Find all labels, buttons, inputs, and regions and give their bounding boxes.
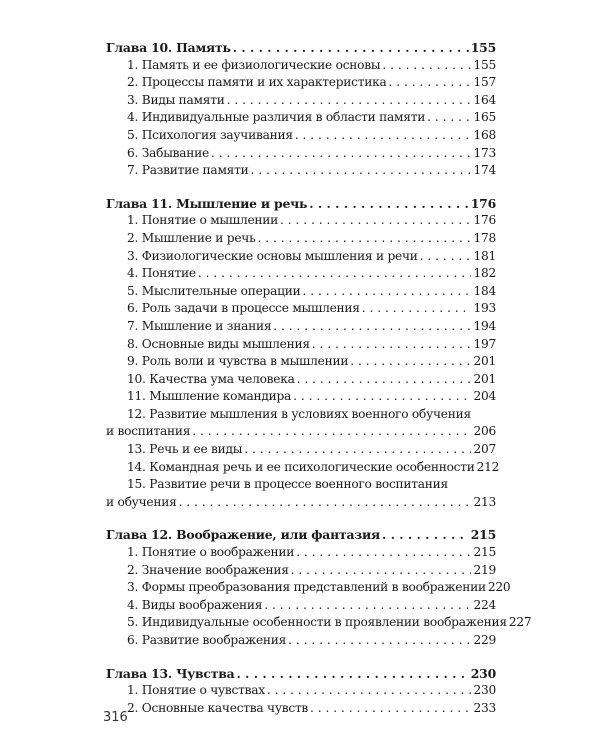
entry-title: 12. Развитие мышления в условиях военного обучения bbox=[127, 406, 471, 421]
toc-entry-multiline[interactable] bbox=[106, 406, 496, 441]
dot-leader bbox=[264, 597, 471, 615]
dot-leader bbox=[192, 423, 471, 441]
toc-entry[interactable] bbox=[106, 579, 511, 597]
toc-entry[interactable] bbox=[106, 283, 496, 301]
dot-leader bbox=[211, 145, 471, 163]
toc-entry[interactable] bbox=[106, 614, 532, 632]
dot-leader bbox=[258, 230, 472, 248]
toc-entry[interactable] bbox=[106, 441, 496, 459]
dot-leader bbox=[362, 300, 472, 318]
page-number: 155 bbox=[473, 57, 496, 72]
dot-leader bbox=[389, 74, 472, 92]
entry-title: 3. Формы преобразования представлений в воображении bbox=[127, 580, 486, 595]
page-number: 220 bbox=[487, 580, 511, 595]
entry-title: и воспитания bbox=[106, 424, 191, 439]
entry-title: 2. Основные качества чувств bbox=[127, 700, 309, 715]
toc-entry[interactable] bbox=[106, 682, 496, 700]
page-number: 184 bbox=[473, 283, 496, 298]
entry-title: 6. Роль задачи в процессе мышления bbox=[127, 301, 360, 316]
dot-leader bbox=[250, 162, 471, 180]
entry-title: 10. Качества ума человека bbox=[127, 371, 295, 386]
dot-leader bbox=[236, 665, 468, 683]
page-number: 201 bbox=[473, 354, 496, 369]
entry-title: 8. Основные виды мышления bbox=[127, 336, 310, 351]
dot-leader bbox=[233, 39, 469, 57]
page-number: 174 bbox=[473, 163, 496, 178]
chapter-heading[interactable] bbox=[106, 665, 496, 683]
chapter-heading[interactable] bbox=[106, 39, 496, 57]
page-number: 206 bbox=[473, 424, 496, 439]
page-number: 201 bbox=[473, 371, 496, 386]
toc-entry[interactable] bbox=[106, 57, 496, 75]
dot-leader bbox=[382, 526, 469, 544]
page-number: 204 bbox=[473, 389, 496, 404]
entry-title: 1. Память и ее физиологические основы bbox=[127, 57, 381, 72]
dot-leader bbox=[296, 544, 471, 562]
dot-leader bbox=[297, 371, 472, 389]
page-number: 215 bbox=[470, 527, 496, 543]
toc-entry[interactable] bbox=[106, 265, 496, 283]
page-number: 164 bbox=[473, 92, 496, 107]
dot-leader bbox=[280, 212, 471, 230]
dot-leader bbox=[350, 353, 471, 371]
entry-title: 9. Роль воли и чувства в мышлении bbox=[127, 354, 349, 369]
page-number: 181 bbox=[473, 248, 496, 263]
toc-entry[interactable] bbox=[106, 145, 496, 163]
dot-leader bbox=[427, 109, 471, 127]
chapter-title: Глава 13. Чувства bbox=[106, 665, 235, 681]
toc-entry[interactable] bbox=[106, 92, 496, 110]
dot-leader bbox=[420, 248, 472, 266]
toc-entry[interactable] bbox=[106, 248, 496, 266]
dot-leader bbox=[293, 388, 471, 406]
dot-leader bbox=[291, 562, 472, 580]
entry-title: 5. Индивидуальные особенности в проявлении воображения bbox=[127, 615, 507, 630]
page-number: 182 bbox=[473, 266, 496, 281]
page-number: 212 bbox=[476, 459, 500, 474]
toc-entry[interactable] bbox=[106, 597, 496, 615]
table-of-contents bbox=[106, 39, 532, 732]
dot-leader bbox=[310, 700, 471, 718]
entry-title: 7. Развитие памяти bbox=[127, 163, 249, 178]
page-number: 194 bbox=[473, 318, 496, 333]
page-number: 176 bbox=[473, 213, 496, 228]
entry-title: 2. Мышление и речь bbox=[127, 230, 256, 245]
entry-title: 2. Процессы памяти и их характеристика bbox=[127, 75, 387, 90]
dot-leader bbox=[382, 57, 471, 75]
entry-title: 14. Командная речь и ее психологические особенности bbox=[127, 459, 475, 474]
page-number: 230 bbox=[470, 665, 496, 681]
entry-title-line bbox=[106, 423, 496, 441]
entry-title: 4. Индивидуальные различия в области памяти bbox=[127, 110, 426, 125]
page-number: 197 bbox=[473, 336, 496, 351]
chapter-10 bbox=[106, 39, 496, 180]
toc-entry[interactable] bbox=[106, 212, 496, 230]
entry-title-line bbox=[106, 406, 496, 424]
dot-leader bbox=[302, 283, 471, 301]
page-number: 168 bbox=[473, 127, 496, 142]
page-number: 193 bbox=[473, 301, 496, 316]
chapter-13 bbox=[106, 665, 496, 718]
toc-entry[interactable] bbox=[106, 318, 496, 336]
page-number: 230 bbox=[473, 683, 496, 698]
entry-title: 4. Виды воображения bbox=[127, 597, 263, 612]
entry-title: 3. Виды памяти bbox=[127, 92, 225, 107]
dot-leader bbox=[179, 494, 472, 512]
page-number: 213 bbox=[473, 494, 496, 509]
dot-leader bbox=[288, 632, 471, 650]
page-number: 207 bbox=[473, 442, 496, 457]
page-number: 157 bbox=[473, 75, 496, 90]
entry-title: 6. Развитие воображения bbox=[127, 633, 287, 647]
toc-entry[interactable] bbox=[106, 162, 496, 180]
page-number: 233 bbox=[473, 700, 496, 715]
toc-entry-multiline[interactable] bbox=[106, 476, 496, 511]
dot-leader bbox=[273, 318, 471, 336]
toc-entry[interactable] bbox=[106, 353, 496, 371]
entry-title: 5. Психология заучивания bbox=[127, 127, 293, 142]
dot-leader bbox=[244, 441, 471, 459]
dot-leader bbox=[198, 265, 472, 283]
entry-title: 4. Понятие bbox=[127, 266, 196, 281]
toc-entry[interactable] bbox=[106, 700, 496, 718]
chapter-11 bbox=[106, 195, 500, 512]
page-number: 229 bbox=[473, 633, 496, 647]
toc-entry[interactable] bbox=[106, 74, 496, 92]
entry-title: 7. Мышление и знания bbox=[127, 318, 272, 333]
toc-entry[interactable] bbox=[106, 230, 496, 248]
toc-entry[interactable] bbox=[106, 632, 496, 650]
toc-entry[interactable] bbox=[106, 562, 496, 580]
chapter-title: Глава 11. Мышление и речь bbox=[106, 195, 308, 211]
entry-title: 1. Понятие о мышлении bbox=[127, 213, 279, 228]
page-number: 176 bbox=[470, 195, 496, 211]
chapter-heading[interactable] bbox=[106, 195, 496, 213]
entry-title-line bbox=[106, 476, 496, 494]
toc-entry[interactable] bbox=[106, 459, 500, 477]
chapter-title: Глава 12. Воображение, или фантазия bbox=[106, 527, 380, 543]
entry-title: 2. Значение воображения bbox=[127, 562, 289, 577]
entry-title: 1. Понятие о чувствах bbox=[127, 683, 265, 698]
toc-entry[interactable] bbox=[106, 127, 496, 145]
entry-title: 11. Мышление командира bbox=[127, 389, 292, 404]
page-number: 224 bbox=[473, 597, 496, 612]
page-number: 227 bbox=[508, 615, 532, 630]
page-number: 155 bbox=[470, 40, 496, 55]
toc-entry[interactable] bbox=[106, 388, 496, 406]
entry-title: 3. Физиологические основы мышления и речи bbox=[127, 248, 418, 263]
entry-title: 1. Понятие о воображении bbox=[127, 545, 295, 560]
toc-entry[interactable] bbox=[106, 336, 496, 354]
folio-page-number: 316 bbox=[103, 710, 128, 725]
dot-leader bbox=[227, 92, 472, 110]
entry-title: 15. Развитие речи в процессе военного воспитания bbox=[127, 477, 448, 492]
toc-entry[interactable] bbox=[106, 300, 496, 318]
page-number: 219 bbox=[473, 562, 496, 577]
page-number: 165 bbox=[473, 110, 496, 125]
page-number: 173 bbox=[473, 145, 496, 160]
dot-leader bbox=[295, 127, 472, 145]
toc-entry[interactable] bbox=[106, 371, 496, 389]
entry-title: 5. Мыслительные операции bbox=[127, 283, 301, 298]
toc-entry[interactable] bbox=[106, 544, 496, 562]
toc-entry[interactable] bbox=[106, 109, 496, 127]
page-number: 215 bbox=[473, 545, 496, 560]
chapter-title: Глава 10. Память bbox=[106, 40, 231, 55]
dot-leader bbox=[312, 336, 472, 354]
entry-title: и обучения bbox=[106, 494, 177, 509]
dot-leader bbox=[309, 195, 469, 213]
chapter-12 bbox=[106, 526, 532, 649]
entry-title-line bbox=[106, 494, 496, 512]
dot-leader bbox=[267, 682, 472, 700]
entry-title: 13. Речь и ее виды bbox=[127, 442, 243, 457]
page-number: 178 bbox=[473, 230, 496, 245]
chapter-heading[interactable] bbox=[106, 526, 496, 544]
entry-title: 6. Забывание bbox=[127, 145, 209, 160]
